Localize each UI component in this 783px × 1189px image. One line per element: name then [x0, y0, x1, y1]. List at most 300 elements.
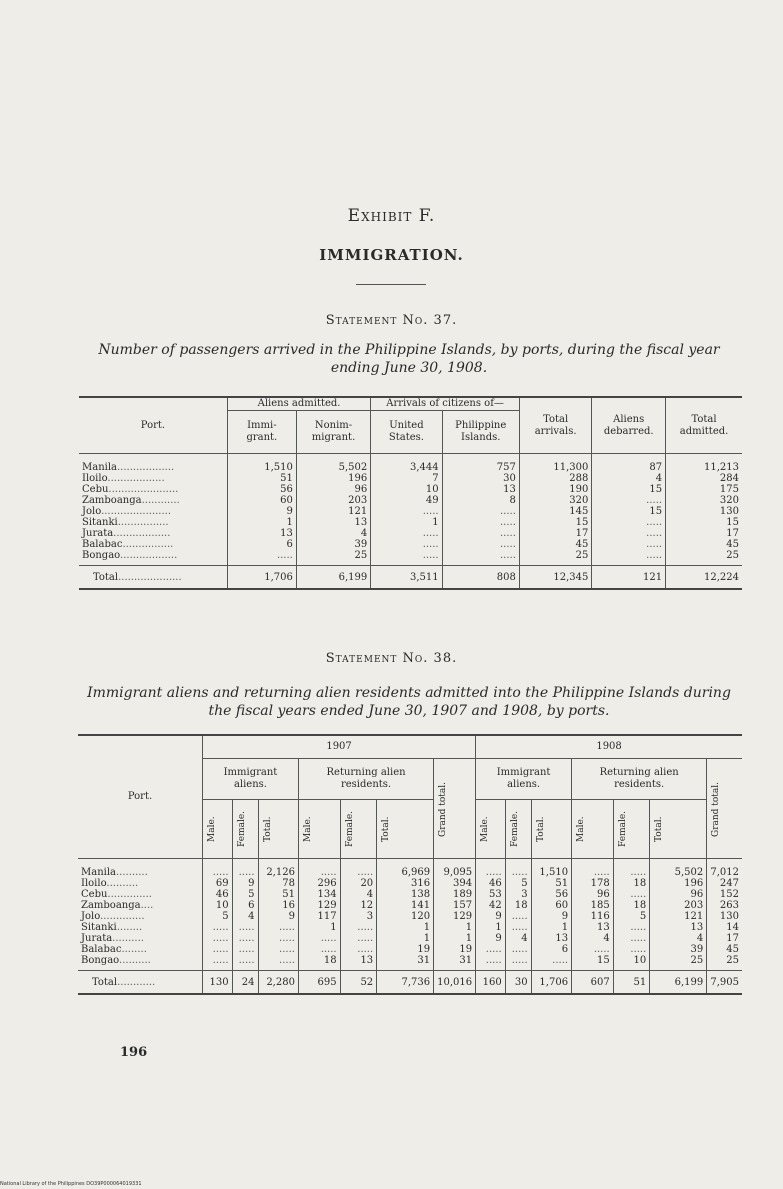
value-cell: .....: [592, 539, 666, 550]
statement-38-title: Statement No. 38.: [325, 651, 458, 666]
value-cell: .....: [298, 944, 340, 955]
header-port: Port.: [78, 735, 203, 859]
value-cell: .....: [298, 859, 340, 879]
value-cell: .....: [592, 528, 666, 539]
value-cell: 129: [298, 900, 340, 911]
value-cell: .....: [258, 944, 298, 955]
value-cell: 56: [227, 484, 296, 495]
value-cell: .....: [232, 955, 258, 971]
value-cell: 18: [298, 955, 340, 971]
value-cell: .....: [592, 550, 666, 566]
value-cell: .....: [442, 506, 519, 517]
value-cell: 46: [203, 889, 233, 900]
value-cell: 9: [476, 933, 506, 944]
total-label: Total.: [381, 816, 392, 842]
port-cell: Cebu..............: [81, 889, 152, 900]
header-total: [531, 800, 571, 859]
total-row: [79, 566, 742, 590]
table-row: [79, 495, 742, 506]
value-cell: 51: [227, 473, 296, 484]
header-returning-1908: Returning alien residents.: [572, 759, 707, 800]
value-cell: .....: [613, 859, 650, 879]
value-cell: 296: [298, 878, 340, 889]
value-cell: 51: [531, 878, 571, 889]
value-cell: 46: [476, 878, 506, 889]
header-philippine-islands: Philippine Islands.: [442, 411, 519, 454]
header-female: [232, 800, 258, 859]
value-cell: 9: [227, 506, 296, 517]
value-cell: 25: [707, 955, 742, 971]
value-cell: .....: [371, 528, 442, 539]
statement-38-caption: Immigrant aliens and returning alien residents admitted into the Philippine Islands during the fiscal years ended June 30, 1907 and 1908, by ports.: [87, 685, 731, 719]
value-cell: 20: [340, 878, 377, 889]
value-cell: 5: [203, 911, 233, 922]
port-cell: Jolo..............: [81, 911, 145, 922]
value-cell: 13: [572, 922, 614, 933]
value-cell: 196: [650, 878, 707, 889]
value-cell: .....: [505, 955, 531, 971]
value-cell: 1: [298, 922, 340, 933]
header-total: [377, 800, 434, 859]
value-cell: 12,224: [666, 566, 742, 590]
value-cell: 4: [650, 933, 707, 944]
value-cell: 6: [232, 900, 258, 911]
statement-37-title: Statement No. 37.: [325, 313, 458, 328]
value-cell: 13: [227, 528, 296, 539]
value-cell: 45: [707, 944, 742, 955]
header-male: [298, 800, 340, 859]
value-cell: 203: [650, 900, 707, 911]
header-year-1907: 1907: [203, 735, 476, 759]
table-row: [78, 878, 742, 889]
value-cell: 129: [434, 911, 476, 922]
value-cell: 145: [519, 506, 591, 517]
value-cell: 5: [613, 911, 650, 922]
table-row: [79, 484, 742, 495]
value-cell: 121: [296, 506, 370, 517]
header-grand-total-1908: [707, 759, 742, 859]
value-cell: 1,706: [531, 971, 571, 995]
value-cell: 4: [340, 889, 377, 900]
value-cell: .....: [340, 859, 377, 879]
table-row: [79, 454, 742, 474]
value-cell: 9: [531, 911, 571, 922]
value-cell: 1: [371, 517, 442, 528]
male-label: Male.: [480, 816, 491, 842]
statement-37-body: [79, 454, 742, 590]
value-cell: 18: [613, 878, 650, 889]
value-cell: .....: [232, 933, 258, 944]
port-cell: Jurata..........: [81, 933, 144, 944]
value-cell: .....: [572, 859, 614, 879]
value-cell: 69: [203, 878, 233, 889]
value-cell: .....: [258, 955, 298, 971]
value-cell: 7,905: [707, 971, 742, 995]
value-cell: 138: [377, 889, 434, 900]
table-row: [78, 922, 742, 933]
port-cell: Jolo......................: [82, 506, 172, 517]
value-cell: 10: [371, 484, 442, 495]
value-cell: 6,199: [296, 566, 370, 590]
value-cell: 320: [519, 495, 591, 506]
value-cell: .....: [227, 550, 296, 566]
value-cell: 2,126: [258, 859, 298, 879]
value-cell: .....: [203, 922, 233, 933]
grand-total-label: Grand total.: [438, 780, 449, 837]
value-cell: .....: [371, 539, 442, 550]
value-cell: .....: [203, 944, 233, 955]
value-cell: 19: [377, 944, 434, 955]
value-cell: 757: [442, 454, 519, 474]
female-label: Female.: [509, 810, 520, 848]
value-cell: 157: [434, 900, 476, 911]
value-cell: .....: [505, 922, 531, 933]
value-cell: 10: [613, 955, 650, 971]
value-cell: .....: [531, 955, 571, 971]
value-cell: 25: [519, 550, 591, 566]
value-cell: 10: [203, 900, 233, 911]
value-cell: 288: [519, 473, 591, 484]
footer-credit: National Library of the Philippines DO39P000064019331: [0, 1181, 142, 1187]
value-cell: .....: [505, 859, 531, 879]
header-united-states: United States.: [371, 411, 442, 454]
header-total-admitted: Total admitted.: [666, 397, 742, 454]
value-cell: .....: [442, 539, 519, 550]
value-cell: 134: [298, 889, 340, 900]
port-cell: Total....................: [79, 566, 227, 590]
header-female: [613, 800, 650, 859]
value-cell: .....: [232, 922, 258, 933]
value-cell: .....: [442, 550, 519, 566]
header-total: [650, 800, 707, 859]
value-cell: 116: [572, 911, 614, 922]
value-cell: 130: [707, 911, 742, 922]
value-cell: 5: [505, 878, 531, 889]
value-cell: 18: [613, 900, 650, 911]
port-cell: Iloilo..................: [82, 473, 165, 484]
statement-38-body: [78, 859, 742, 995]
value-cell: 15: [572, 955, 614, 971]
value-cell: 15: [666, 517, 742, 528]
value-cell: 2,280: [258, 971, 298, 995]
header-total: [258, 800, 298, 859]
value-cell: 1: [377, 933, 434, 944]
male-label: Male.: [576, 816, 587, 842]
value-cell: 39: [296, 539, 370, 550]
value-cell: 11,300: [519, 454, 591, 474]
port-cell: Balabac................: [82, 539, 174, 550]
value-cell: 6: [531, 944, 571, 955]
value-cell: 203: [296, 495, 370, 506]
value-cell: 15: [519, 517, 591, 528]
value-cell: 4: [296, 528, 370, 539]
value-cell: 25: [666, 550, 742, 566]
value-cell: 10,016: [434, 971, 476, 995]
value-cell: .....: [476, 859, 506, 879]
value-cell: 189: [434, 889, 476, 900]
male-label: Male.: [302, 816, 313, 842]
value-cell: 25: [296, 550, 370, 566]
value-cell: 9,095: [434, 859, 476, 879]
value-cell: .....: [592, 495, 666, 506]
table-row: [79, 506, 742, 517]
value-cell: 15: [592, 484, 666, 495]
value-cell: .....: [232, 859, 258, 879]
value-cell: 316: [377, 878, 434, 889]
value-cell: 5,502: [650, 859, 707, 879]
value-cell: 394: [434, 878, 476, 889]
table-row: [79, 539, 742, 550]
port-cell: Iloilo..........: [81, 878, 139, 889]
value-cell: 42: [476, 900, 506, 911]
value-cell: 16: [258, 900, 298, 911]
value-cell: 51: [613, 971, 650, 995]
table-row: [78, 955, 742, 971]
header-grand-total-1907: [434, 759, 476, 859]
statement-37-table: [79, 396, 742, 590]
value-cell: 15: [592, 506, 666, 517]
port-cell: Zamboanga............: [82, 495, 180, 506]
value-cell: 56: [531, 889, 571, 900]
value-cell: 96: [296, 484, 370, 495]
total-label: Total.: [262, 816, 273, 842]
value-cell: 130: [666, 506, 742, 517]
value-cell: 1: [227, 517, 296, 528]
port-cell: Jurata..................: [82, 528, 171, 539]
value-cell: 121: [650, 911, 707, 922]
value-cell: 190: [519, 484, 591, 495]
value-cell: 9: [258, 911, 298, 922]
value-cell: 96: [572, 889, 614, 900]
value-cell: 17: [666, 528, 742, 539]
value-cell: 320: [666, 495, 742, 506]
value-cell: .....: [340, 933, 377, 944]
value-cell: 247: [707, 878, 742, 889]
value-cell: 13: [340, 955, 377, 971]
header-female: [505, 800, 531, 859]
value-cell: 5: [232, 889, 258, 900]
value-cell: .....: [371, 506, 442, 517]
value-cell: 3: [505, 889, 531, 900]
value-cell: 12,345: [519, 566, 591, 590]
value-cell: 808: [442, 566, 519, 590]
value-cell: 152: [707, 889, 742, 900]
table-row: [79, 517, 742, 528]
table-row: [79, 473, 742, 484]
value-cell: 25: [650, 955, 707, 971]
header-port: Port.: [79, 397, 227, 454]
header-immigrant-aliens-1907: Immigrant aliens.: [203, 759, 299, 800]
value-cell: 13: [650, 922, 707, 933]
value-cell: 13: [531, 933, 571, 944]
value-cell: .....: [298, 933, 340, 944]
value-cell: .....: [592, 517, 666, 528]
value-cell: 14: [707, 922, 742, 933]
value-cell: .....: [258, 933, 298, 944]
value-cell: 30: [505, 971, 531, 995]
value-cell: 3: [340, 911, 377, 922]
value-cell: 284: [666, 473, 742, 484]
value-cell: .....: [340, 922, 377, 933]
value-cell: .....: [613, 944, 650, 955]
statement-37-caption: Number of passengers arrived in the Philippine Islands, by ports, during the fiscal year ending June 30, 1908.: [98, 342, 720, 376]
value-cell: 1: [531, 922, 571, 933]
total-label: Total.: [535, 816, 546, 842]
header-immigrant-aliens-1908: Immigrant aliens.: [476, 759, 572, 800]
value-cell: 9: [476, 911, 506, 922]
total-row: [78, 971, 742, 995]
value-cell: 45: [666, 539, 742, 550]
table-row: [78, 859, 742, 879]
grand-total-label: Grand total.: [711, 780, 722, 837]
value-cell: 30: [442, 473, 519, 484]
value-cell: 52: [340, 971, 377, 995]
value-cell: 24: [232, 971, 258, 995]
value-cell: 141: [377, 900, 434, 911]
total-label: Total.: [654, 816, 665, 842]
value-cell: 6: [227, 539, 296, 550]
value-cell: 31: [377, 955, 434, 971]
table-row: [78, 900, 742, 911]
value-cell: 49: [371, 495, 442, 506]
header-year-1908: 1908: [476, 735, 742, 759]
male-label: Male.: [207, 816, 217, 842]
value-cell: 1: [377, 922, 434, 933]
value-cell: 53: [476, 889, 506, 900]
port-cell: Bongao..................: [82, 550, 178, 561]
value-cell: 4: [592, 473, 666, 484]
header-male: [203, 800, 233, 859]
page-number: 196: [120, 1045, 148, 1060]
value-cell: 175: [666, 484, 742, 495]
header-aliens-debarred: Aliens debarred.: [592, 397, 666, 454]
header-female: [340, 800, 377, 859]
port-cell: Cebu......................: [82, 484, 179, 495]
value-cell: 6,969: [377, 859, 434, 879]
value-cell: .....: [442, 528, 519, 539]
value-cell: .....: [340, 944, 377, 955]
value-cell: .....: [572, 944, 614, 955]
header-total-arrivals: Total arrivals.: [519, 397, 591, 454]
value-cell: 39: [650, 944, 707, 955]
value-cell: 4: [572, 933, 614, 944]
value-cell: 1,510: [531, 859, 571, 879]
value-cell: 17: [707, 933, 742, 944]
section-heading: IMMIGRATION.: [319, 246, 464, 264]
value-cell: 1,706: [227, 566, 296, 590]
header-male: [572, 800, 614, 859]
value-cell: 8: [442, 495, 519, 506]
header-returning-1907: Returning alien residents.: [298, 759, 433, 800]
value-cell: 1: [434, 933, 476, 944]
value-cell: .....: [476, 944, 506, 955]
value-cell: 78: [258, 878, 298, 889]
table-row: [78, 911, 742, 922]
value-cell: .....: [258, 922, 298, 933]
value-cell: .....: [203, 933, 233, 944]
value-cell: 695: [298, 971, 340, 995]
value-cell: 7,736: [377, 971, 434, 995]
value-cell: .....: [613, 889, 650, 900]
female-label: Female.: [617, 810, 628, 848]
value-cell: 6,199: [650, 971, 707, 995]
header-nonimmigrant: Nonim- migrant.: [296, 411, 370, 454]
table-row: [78, 933, 742, 944]
value-cell: 9: [232, 878, 258, 889]
value-cell: 13: [442, 484, 519, 495]
value-cell: .....: [613, 933, 650, 944]
value-cell: .....: [232, 944, 258, 955]
port-cell: Total............: [78, 971, 203, 995]
value-cell: 11,213: [666, 454, 742, 474]
value-cell: .....: [505, 911, 531, 922]
value-cell: 263: [707, 900, 742, 911]
value-cell: 60: [531, 900, 571, 911]
value-cell: .....: [505, 944, 531, 955]
value-cell: 51: [258, 889, 298, 900]
port-cell: Sitanki........: [81, 922, 143, 933]
table-row: [78, 944, 742, 955]
table-row: [78, 889, 742, 900]
value-cell: 12: [340, 900, 377, 911]
value-cell: 607: [572, 971, 614, 995]
value-cell: .....: [203, 955, 233, 971]
value-cell: .....: [203, 859, 233, 879]
header-arrivals-of: Arrivals of citizens of—: [371, 397, 520, 411]
value-cell: .....: [613, 922, 650, 933]
value-cell: 17: [519, 528, 591, 539]
value-cell: 60: [227, 495, 296, 506]
heading-rule: [356, 284, 426, 285]
port-cell: Manila..........: [81, 867, 148, 878]
statement-38-table: [78, 734, 742, 995]
value-cell: 1: [434, 922, 476, 933]
value-cell: 31: [434, 955, 476, 971]
value-cell: 178: [572, 878, 614, 889]
value-cell: 1,510: [227, 454, 296, 474]
value-cell: 96: [650, 889, 707, 900]
value-cell: 19: [434, 944, 476, 955]
value-cell: 4: [505, 933, 531, 944]
female-label: Female.: [344, 810, 355, 848]
value-cell: 1: [476, 922, 506, 933]
port-cell: Zamboanga....: [81, 900, 154, 911]
value-cell: 45: [519, 539, 591, 550]
value-cell: 7,012: [707, 859, 742, 879]
value-cell: 4: [232, 911, 258, 922]
value-cell: 3,444: [371, 454, 442, 474]
exhibit-label: Exhibit F.: [347, 206, 436, 226]
value-cell: .....: [371, 550, 442, 566]
header-aliens-admitted: Aliens admitted.: [227, 397, 370, 411]
value-cell: 130: [203, 971, 233, 995]
port-cell: Balabac........: [81, 944, 147, 955]
port-cell: Sitanki................: [82, 517, 169, 528]
value-cell: 3,511: [371, 566, 442, 590]
value-cell: .....: [476, 955, 506, 971]
value-cell: 7: [371, 473, 442, 484]
female-label: Female.: [236, 810, 247, 848]
port-cell: Manila..................: [82, 462, 175, 473]
table-row: [79, 550, 742, 566]
value-cell: 117: [298, 911, 340, 922]
value-cell: 196: [296, 473, 370, 484]
value-cell: 120: [377, 911, 434, 922]
value-cell: 185: [572, 900, 614, 911]
value-cell: 13: [296, 517, 370, 528]
value-cell: 18: [505, 900, 531, 911]
value-cell: .....: [442, 517, 519, 528]
